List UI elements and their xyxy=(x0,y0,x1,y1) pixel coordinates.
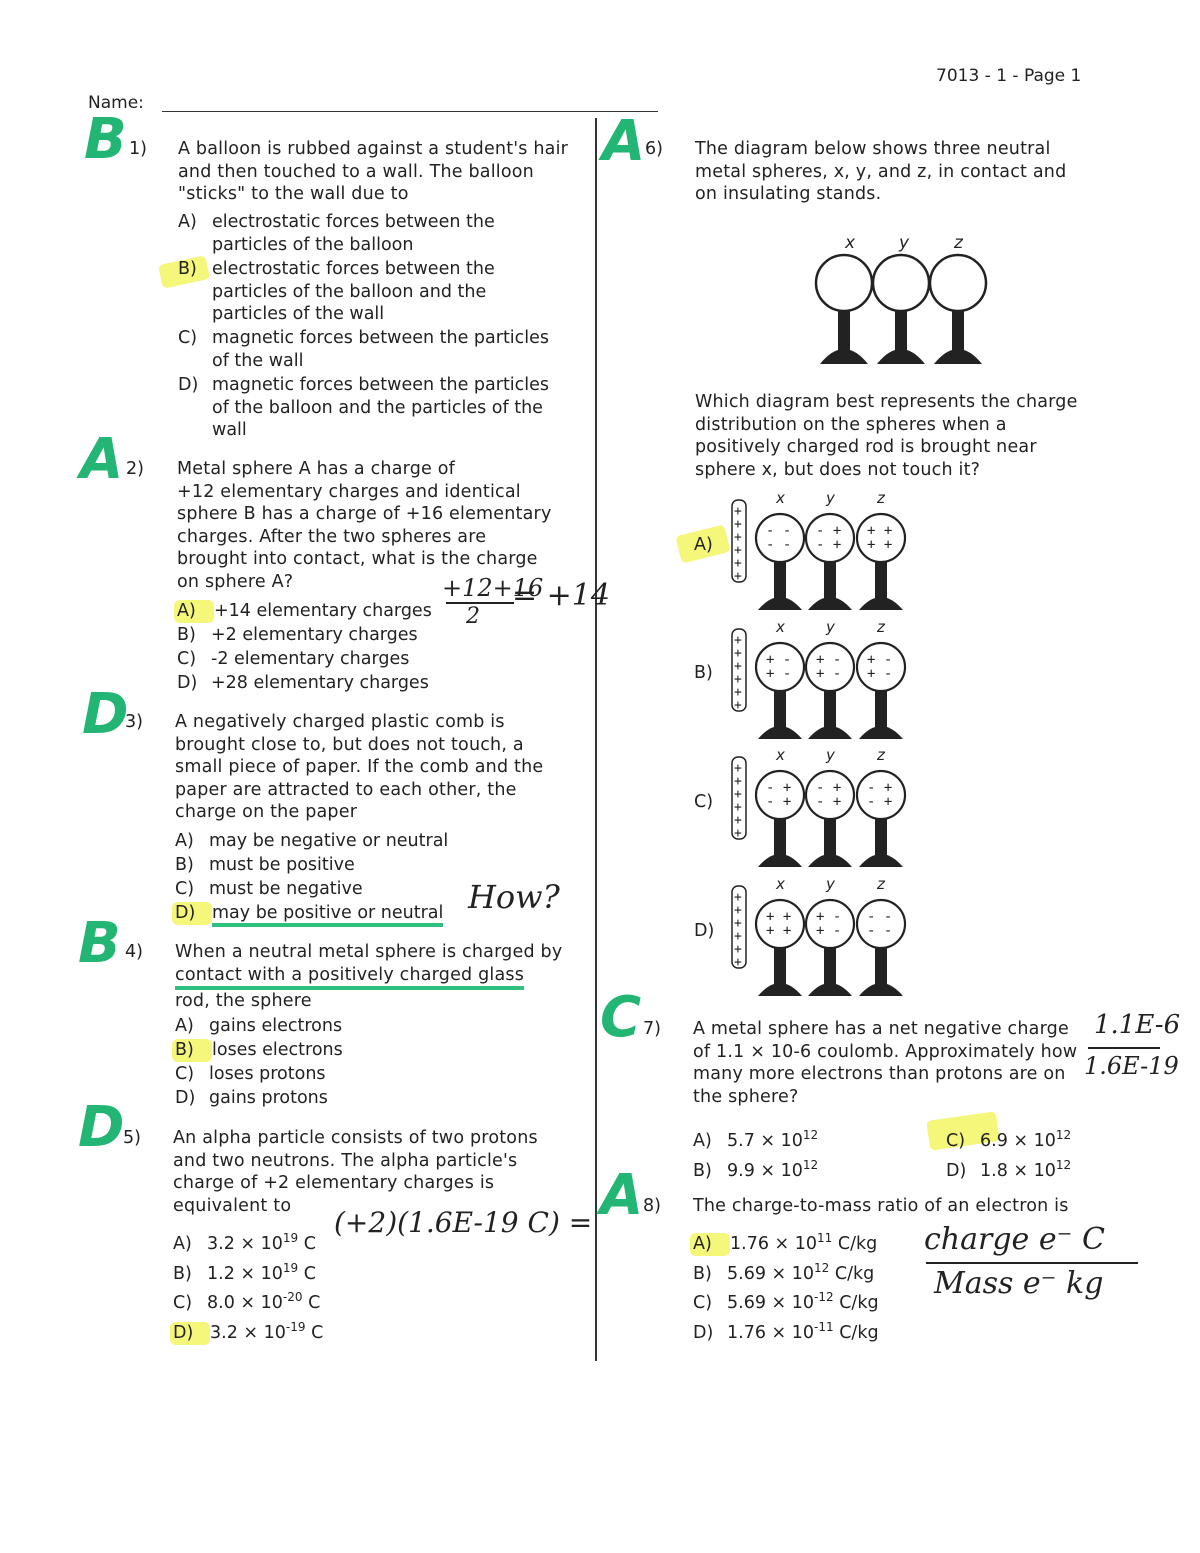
option-exponent: 19 xyxy=(282,1261,299,1275)
label-y: y xyxy=(899,233,910,253)
q3-option-a[interactable] xyxy=(175,830,448,853)
stand-post xyxy=(824,691,836,727)
answer-mark-q8: A xyxy=(600,1163,644,1228)
option-exponent: 12 xyxy=(1055,1128,1072,1142)
option-text: +2 elementary charges xyxy=(211,625,418,645)
q1-option-b[interactable] xyxy=(178,258,495,326)
charge-signs: - - xyxy=(766,523,792,539)
q3-number: 3) xyxy=(125,712,143,732)
option-letter: D) xyxy=(175,1088,196,1108)
option-mantissa: 8.0 × 10 xyxy=(207,1293,283,1313)
q1-option-c[interactable] xyxy=(178,327,549,372)
option-letter: A) xyxy=(178,212,197,232)
option-exponent: 12 xyxy=(802,1128,819,1142)
stand-base xyxy=(859,854,903,867)
option-letter: A) xyxy=(173,1234,192,1254)
q2-number: 2) xyxy=(126,459,144,479)
option-text: gains electrons xyxy=(209,1016,343,1036)
charge-signs: + - xyxy=(766,652,792,668)
stand-post xyxy=(875,948,887,984)
q4-stem-line: When a neutral metal sphere is charged by xyxy=(175,942,563,962)
option-mantissa: 5.69 × 10 xyxy=(727,1293,815,1313)
stand-post xyxy=(875,819,887,855)
q6-diagram-b[interactable] xyxy=(726,617,916,742)
sphere-label: z xyxy=(877,618,885,636)
stand-base xyxy=(758,983,802,996)
rod-plus-sign: + xyxy=(734,761,742,776)
q6-stem-line: Which diagram best represents the charge xyxy=(695,392,1078,412)
q2-option-d[interactable] xyxy=(177,672,429,695)
rod-plus-sign: + xyxy=(734,916,742,931)
charge-signs: - - xyxy=(867,923,893,939)
q5-stem-line: equivalent to xyxy=(173,1195,292,1216)
q6-stem-line: metal spheres, x, y, and z, in contact and xyxy=(695,161,1067,182)
q2-stem xyxy=(177,458,552,593)
q7-option-b[interactable] xyxy=(693,1154,818,1183)
fraction-bar xyxy=(1088,1047,1160,1049)
q2-option-c[interactable] xyxy=(177,648,409,671)
stand-post xyxy=(824,948,836,984)
q3-option-c[interactable] xyxy=(175,878,363,901)
option-text: particles of the wall xyxy=(212,304,385,324)
fraction-bar xyxy=(446,602,514,604)
rod-plus-sign: + xyxy=(734,903,742,918)
option-letter: C) xyxy=(175,879,195,899)
sphere-label: z xyxy=(877,489,885,507)
charge-signs: + - xyxy=(816,666,842,682)
option-letter: B) xyxy=(178,259,197,279)
q7-work-denominator: 1.6E-19 xyxy=(1084,1052,1179,1080)
rod-plus-sign: + xyxy=(734,787,742,802)
rod-plus-sign: + xyxy=(734,504,742,519)
q4-option-d[interactable] xyxy=(175,1087,328,1110)
option-unit: C xyxy=(298,1264,316,1284)
stand-post xyxy=(875,562,887,598)
sphere-label: y xyxy=(826,875,835,893)
stand-post xyxy=(824,562,836,598)
q4-stem-line: rod, the sphere xyxy=(175,991,312,1011)
q7-number: 7) xyxy=(643,1019,661,1039)
rod-plus-sign: + xyxy=(734,774,742,789)
answer-mark-q7: C xyxy=(600,985,642,1050)
charge-signs: + + xyxy=(867,523,893,539)
stand-post xyxy=(774,948,786,984)
q2-stem-line: +12 elementary charges and identical xyxy=(177,481,521,502)
sphere-label: x xyxy=(776,618,785,636)
option-exponent: -20 xyxy=(282,1290,303,1304)
option-text: particles of the balloon and the xyxy=(212,281,487,302)
q3-stem-line: A negatively charged plastic comb is xyxy=(175,712,505,732)
option-unit: C/kg xyxy=(832,1234,878,1254)
sphere-stand xyxy=(816,255,872,364)
q8-number: 8) xyxy=(643,1196,661,1216)
rod-plus-sign: + xyxy=(734,942,742,957)
rod-plus-sign: + xyxy=(734,672,742,687)
q2-stem-line: Metal sphere A has a charge of xyxy=(177,459,456,479)
option-mantissa: 1.76 × 10 xyxy=(730,1234,818,1254)
charge-signs: - - xyxy=(766,537,792,553)
option-text: must be positive xyxy=(209,855,355,875)
rod-plus-sign: + xyxy=(734,826,742,841)
q6-option-a[interactable]: A) xyxy=(694,535,713,555)
stand-base xyxy=(859,597,903,610)
charge-signs: - + xyxy=(766,794,792,810)
rod-plus-sign: + xyxy=(734,646,742,661)
q1-option-a[interactable] xyxy=(178,211,495,256)
stand-post xyxy=(774,819,786,855)
stand-base xyxy=(859,983,903,996)
q3-note: How? xyxy=(468,878,560,916)
q5-stem-line: charge of +2 elementary charges is xyxy=(173,1173,495,1193)
q2-work-numerator: +12+16 xyxy=(442,574,544,602)
stand-post xyxy=(875,691,887,727)
charge-signs: + - xyxy=(867,666,893,682)
q2-stem-line: sphere B has a charge of +16 elementary xyxy=(177,504,552,524)
q2-stem-line: on sphere A? xyxy=(177,571,294,592)
option-text: must be negative xyxy=(209,879,363,899)
q7-stem-line: the sphere? xyxy=(693,1086,799,1107)
q1-number: 1) xyxy=(129,139,147,159)
option-exponent: 19 xyxy=(282,1231,299,1245)
charge-signs: - - xyxy=(867,909,893,925)
charge-signs: + - xyxy=(816,909,842,925)
sphere-label: x xyxy=(776,875,785,893)
q1-stem-line: A balloon is rubbed against a student's hair xyxy=(178,139,569,159)
charge-signs: + - xyxy=(816,923,842,939)
option-unit: C/kg xyxy=(829,1264,875,1284)
q6-option-b[interactable]: B) xyxy=(694,663,713,683)
stand-base xyxy=(808,854,852,867)
option-text: of the wall xyxy=(212,350,304,371)
option-mantissa: 1.8 × 10 xyxy=(980,1161,1056,1181)
option-letter: D) xyxy=(178,375,199,395)
q4-option-c[interactable] xyxy=(175,1063,326,1086)
option-unit: C xyxy=(302,1293,321,1313)
option-letter: A) xyxy=(693,1131,712,1151)
q5-option-d[interactable] xyxy=(173,1316,323,1345)
q2-stem-line: brought into contact, what is the charge xyxy=(177,549,538,569)
option-text: -2 elementary charges xyxy=(211,649,410,669)
charge-signs: + - xyxy=(867,652,893,668)
q4-stem-line: contact with a positively charged glass xyxy=(175,964,524,991)
sphere-label: z xyxy=(877,875,885,893)
neutral-spheres-diagram xyxy=(808,230,998,370)
option-mantissa: 3.2 × 10 xyxy=(210,1323,286,1343)
option-letter: D) xyxy=(693,1323,714,1343)
q5-work: (+2)(1.6E-19 C) = xyxy=(334,1206,593,1239)
option-exponent: 12 xyxy=(814,1261,830,1275)
q7-stem-line: A metal sphere has a net negative charge xyxy=(693,1019,1069,1039)
fraction-bar xyxy=(926,1262,1138,1264)
rod-plus-sign: + xyxy=(734,955,742,970)
q7-option-a[interactable] xyxy=(693,1124,818,1153)
charge-signs: + + xyxy=(867,537,893,553)
rod-plus-sign: + xyxy=(734,800,742,815)
q5-stem-line: and two neutrons. The alpha particle's xyxy=(173,1150,518,1171)
q7-stem-line: of 1.1 × 10-6 coulomb. Approximately how xyxy=(693,1041,1078,1062)
q7-stem xyxy=(693,1018,1077,1108)
option-text: loses protons xyxy=(209,1064,326,1084)
option-mantissa: 5.7 × 10 xyxy=(727,1131,803,1151)
page-id: 7013 - 1 - Page 1 xyxy=(936,66,1082,86)
q3-option-b[interactable] xyxy=(175,854,355,877)
q5-stem-line: An alpha particle consists of two protons xyxy=(173,1128,538,1148)
option-exponent: 12 xyxy=(1055,1158,1072,1172)
q6-diagram-a[interactable] xyxy=(726,488,916,613)
option-exponent: -11 xyxy=(814,1320,834,1334)
option-letter: C) xyxy=(946,1131,966,1151)
option-letter: B) xyxy=(177,625,196,645)
option-letter: A) xyxy=(690,1233,730,1256)
q8-stem xyxy=(693,1195,1069,1218)
q6-stem-line: positively charged rod is brought near xyxy=(695,437,1037,457)
q6-option-d[interactable]: D) xyxy=(694,921,715,941)
rod-plus-sign: + xyxy=(734,685,742,700)
option-text: loses electrons xyxy=(212,1040,343,1060)
charge-signs: - + xyxy=(766,780,792,796)
option-exponent: -12 xyxy=(814,1290,834,1304)
option-letter: C) xyxy=(175,1064,195,1084)
q1-stem xyxy=(178,138,568,206)
option-mantissa: 6.9 × 10 xyxy=(980,1131,1056,1151)
option-text: +14 elementary charges xyxy=(214,601,432,621)
answer-mark-q4: B xyxy=(78,911,121,976)
option-text: magnetic forces between the particles xyxy=(212,328,550,348)
option-letter: B) xyxy=(693,1264,712,1284)
q6-stem-2 xyxy=(695,391,1078,481)
charge-signs: + + xyxy=(766,923,792,939)
option-text: +28 elementary charges xyxy=(211,673,429,693)
option-text: magnetic forces between the particles xyxy=(212,375,550,395)
q8-option-b[interactable] xyxy=(693,1257,874,1286)
q7-work-numerator: 1.1E-6 xyxy=(1094,1010,1181,1040)
option-letter: C) xyxy=(178,328,198,348)
option-text: wall xyxy=(212,420,247,440)
q4-stem xyxy=(175,941,562,1013)
option-letter: B) xyxy=(693,1161,712,1181)
label-x: x xyxy=(845,233,856,253)
q1-stem-line: "sticks" to the wall due to xyxy=(178,184,409,204)
option-letter: D) xyxy=(946,1161,967,1181)
stand-post xyxy=(824,819,836,855)
rod-plus-sign: + xyxy=(734,698,742,713)
stand-post xyxy=(774,691,786,727)
q4-number: 4) xyxy=(125,942,143,962)
q3-stem-line: charge on the paper xyxy=(175,802,358,822)
q6-diagram-c[interactable] xyxy=(726,745,916,870)
option-mantissa: 5.69 × 10 xyxy=(727,1264,815,1284)
stand-base xyxy=(758,597,802,610)
q5-stem xyxy=(173,1127,538,1217)
option-mantissa: 3.2 × 10 xyxy=(207,1234,283,1254)
option-exponent: 11 xyxy=(817,1231,833,1245)
q6-number: 6) xyxy=(645,139,663,159)
rod-plus-sign: + xyxy=(734,517,742,532)
option-mantissa: 1.76 × 10 xyxy=(727,1323,815,1343)
answer-mark-q3: D xyxy=(82,682,129,747)
q1-option-d[interactable] xyxy=(178,374,549,442)
sphere-stand xyxy=(873,255,929,364)
rod-plus-sign: + xyxy=(734,543,742,558)
q4-option-a[interactable] xyxy=(175,1015,342,1038)
option-letter: B) xyxy=(173,1264,192,1284)
answer-mark-q1: B xyxy=(84,107,127,172)
option-mantissa: 1.2 × 10 xyxy=(207,1264,283,1284)
option-letter: A) xyxy=(174,600,214,623)
stand-base xyxy=(758,726,802,739)
option-text: of the balloon and the particles of the xyxy=(212,397,543,418)
q3-option-d[interactable] xyxy=(175,902,443,925)
rod-plus-sign: + xyxy=(734,813,742,828)
q2-work-result: = +14 xyxy=(512,578,610,613)
q8-option-a[interactable] xyxy=(693,1227,877,1256)
option-text: may be negative or neutral xyxy=(209,831,449,851)
name-label: Name: xyxy=(88,93,144,113)
q5-option-b[interactable] xyxy=(173,1257,316,1286)
option-text: electrostatic forces between the xyxy=(212,212,495,232)
option-text: may be positive or neutral xyxy=(212,903,443,927)
label-z: z xyxy=(954,233,963,253)
option-text: electrostatic forces between the xyxy=(212,259,495,279)
option-letter: D) xyxy=(172,902,212,925)
q5-number: 5) xyxy=(123,1128,141,1148)
q8-work-numerator: charge e⁻ C xyxy=(924,1222,1105,1257)
stand-base xyxy=(758,854,802,867)
q8-work-denominator: Mass e⁻ kg xyxy=(934,1266,1104,1301)
charge-signs: - + xyxy=(816,780,842,796)
sphere-label: x xyxy=(776,489,785,507)
q3-stem-line: paper are attracted to each other, the xyxy=(175,779,517,800)
charge-signs: + + xyxy=(766,909,792,925)
stand-post xyxy=(774,562,786,598)
sphere-label: z xyxy=(877,746,885,764)
rod-plus-sign: + xyxy=(734,569,742,584)
q3-stem-line: small piece of paper. If the comb and the xyxy=(175,757,544,777)
charge-signs: + - xyxy=(766,666,792,682)
option-letter: B) xyxy=(172,1039,212,1062)
option-letter: A) xyxy=(175,831,194,851)
option-letter: C) xyxy=(693,1293,713,1313)
rod-plus-sign: + xyxy=(734,556,742,571)
charge-signs: - + xyxy=(816,523,842,539)
option-unit: C/kg xyxy=(833,1293,879,1313)
q8-option-c[interactable] xyxy=(693,1286,879,1315)
q6-option-c[interactable]: C) xyxy=(694,792,714,812)
q5-option-c[interactable] xyxy=(173,1286,320,1315)
option-letter: D) xyxy=(170,1322,210,1345)
q6-stem xyxy=(695,138,1066,206)
sphere-label: y xyxy=(826,746,835,764)
option-exponent: -19 xyxy=(285,1320,306,1334)
column-divider xyxy=(595,118,597,1361)
option-letter: D) xyxy=(177,673,198,693)
q7-option-c[interactable] xyxy=(946,1124,1071,1153)
option-exponent: 12 xyxy=(802,1158,819,1172)
q7-option-d[interactable] xyxy=(946,1154,1071,1183)
q2-option-b[interactable] xyxy=(177,624,418,647)
q4-option-b[interactable] xyxy=(175,1039,343,1062)
answer-mark-q5: D xyxy=(78,1095,125,1160)
stand-base xyxy=(808,726,852,739)
q8-option-d[interactable] xyxy=(693,1316,879,1345)
name-line[interactable] xyxy=(162,111,658,112)
stand-base xyxy=(808,983,852,996)
q7-stem-line: many more electrons than protons are on xyxy=(693,1064,1066,1084)
rod-plus-sign: + xyxy=(734,659,742,674)
q6-stem-line: distribution on the spheres when a xyxy=(695,414,1007,435)
q2-work-denominator: 2 xyxy=(466,604,480,629)
sphere-stand xyxy=(930,255,986,364)
option-letter: B) xyxy=(175,855,194,875)
option-unit: C xyxy=(298,1234,316,1254)
rod-plus-sign: + xyxy=(734,530,742,545)
sphere-label: y xyxy=(826,618,835,636)
answer-mark-q2: A xyxy=(80,427,124,492)
option-unit: C/kg xyxy=(833,1323,879,1343)
option-text: particles of the balloon xyxy=(212,234,414,255)
q5-option-a[interactable] xyxy=(173,1227,316,1256)
option-unit: C xyxy=(305,1323,324,1343)
q3-stem xyxy=(175,711,543,824)
option-letter: C) xyxy=(173,1293,193,1313)
q3-stem-line: brought close to, but does not touch, a xyxy=(175,734,524,755)
stand-base xyxy=(808,597,852,610)
q1-stem-line: and then touched to a wall. The balloon xyxy=(178,161,534,182)
answer-mark-q6: A xyxy=(602,109,646,174)
q2-stem-line: charges. After the two spheres are xyxy=(177,526,487,547)
q2-option-a[interactable] xyxy=(177,600,432,623)
stand-base xyxy=(859,726,903,739)
sphere-label: x xyxy=(776,746,785,764)
charge-signs: - + xyxy=(816,537,842,553)
sphere-label: y xyxy=(826,489,835,507)
option-mantissa: 9.9 × 10 xyxy=(727,1161,803,1181)
q8-stem-line: The charge-to-mass ratio of an electron is xyxy=(693,1196,1069,1216)
charge-signs: - + xyxy=(816,794,842,810)
option-letter: C) xyxy=(177,649,197,669)
rod-plus-sign: + xyxy=(734,929,742,944)
charge-signs: - + xyxy=(867,780,893,796)
q6-stem-line: on insulating stands. xyxy=(695,184,882,204)
rod-plus-sign: + xyxy=(734,633,742,648)
charge-signs: - + xyxy=(867,794,893,810)
option-text: gains protons xyxy=(209,1088,328,1108)
rod-plus-sign: + xyxy=(734,890,742,905)
q6-stem-line: sphere x, but does not touch it? xyxy=(695,459,981,480)
q6-diagram-d[interactable] xyxy=(726,874,916,999)
charge-signs: + - xyxy=(816,652,842,668)
q6-stem-line: The diagram below shows three neutral xyxy=(695,139,1051,159)
option-letter: A) xyxy=(175,1016,194,1036)
